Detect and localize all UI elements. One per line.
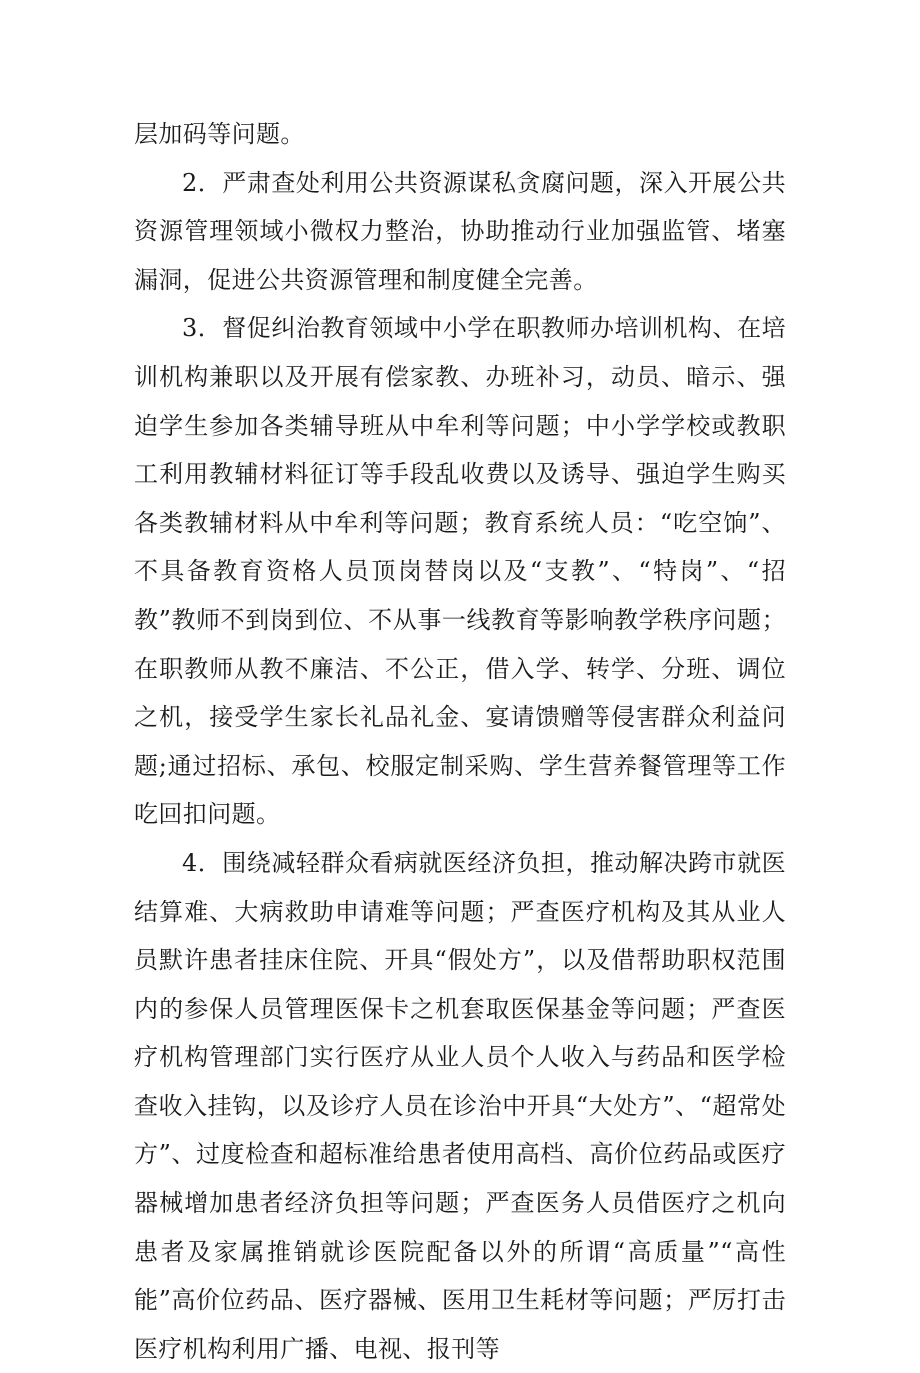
paragraph-item-4: 4．围绕减轻群众看病就医经济负担，推动解决跨市就医结算难、大病救助申请难等问题；严查医疗机构及其从业人员默许患者挂床住院、开具“假处方”，以及借帮助职权范围内的参保人员管理医保卡之机套取医保基金等问题；严查医疗机构管理部门实行医疗从业人员个人收入与药品和医学检查收入挂钩，以及诊疗人员在诊治中开具“大处方”、“超常处方”、过度检查和超标准给患者使用高档、高价位药品或医疗器械增加患者经济负担等问题；严查医务人员借医疗之机向患者及家属推销就诊医院配备以外的所谓“高质量”“高性能”高价位药品、医疗器械、医用卫生耗材等问题；严厉打击医疗机构利用广播、电视、报刊等 [134, 848, 786, 1363]
paragraph-item-2: 2．严肃查处利用公共资源谋私贪腐问题，深入开展公共资源管理领域小微权力整治，协助推动行业加强监管、堵塞漏洞，促进公共资源管理和制度健全完善。 [134, 168, 786, 294]
document-body [134, 110, 786, 1373]
paragraph-item-3: 3．督促纠治教育领域中小学在职教师办培训机构、在培训机构兼职以及开展有偿家教、办班补习，动员、暗示、强迫学生参加各类辅导班从中牟利等问题；中小学学校或教职工利用教辅材料征订等手段乱收费以及诱导、强迫学生购买各类教辅材料从中牟利等问题；教育系统人员：“吃空饷”、不具备教育资格人员顶岗替岗以及“支教”、“特岗”、“招教”教师不到岗到位、不从事一线教育等影响教学秩序问题；在职教师从教不廉洁、不公正，借入学、转学、分班、调位之机，接受学生家长礼品礼金、宴请馈赠等侵害群众利益问题;通过招标、承包、校服定制采购、学生营养餐管理等工作吃回扣问题。 [134, 314, 786, 829]
paragraph-continuation: 层加码等问题。 [134, 120, 305, 148]
